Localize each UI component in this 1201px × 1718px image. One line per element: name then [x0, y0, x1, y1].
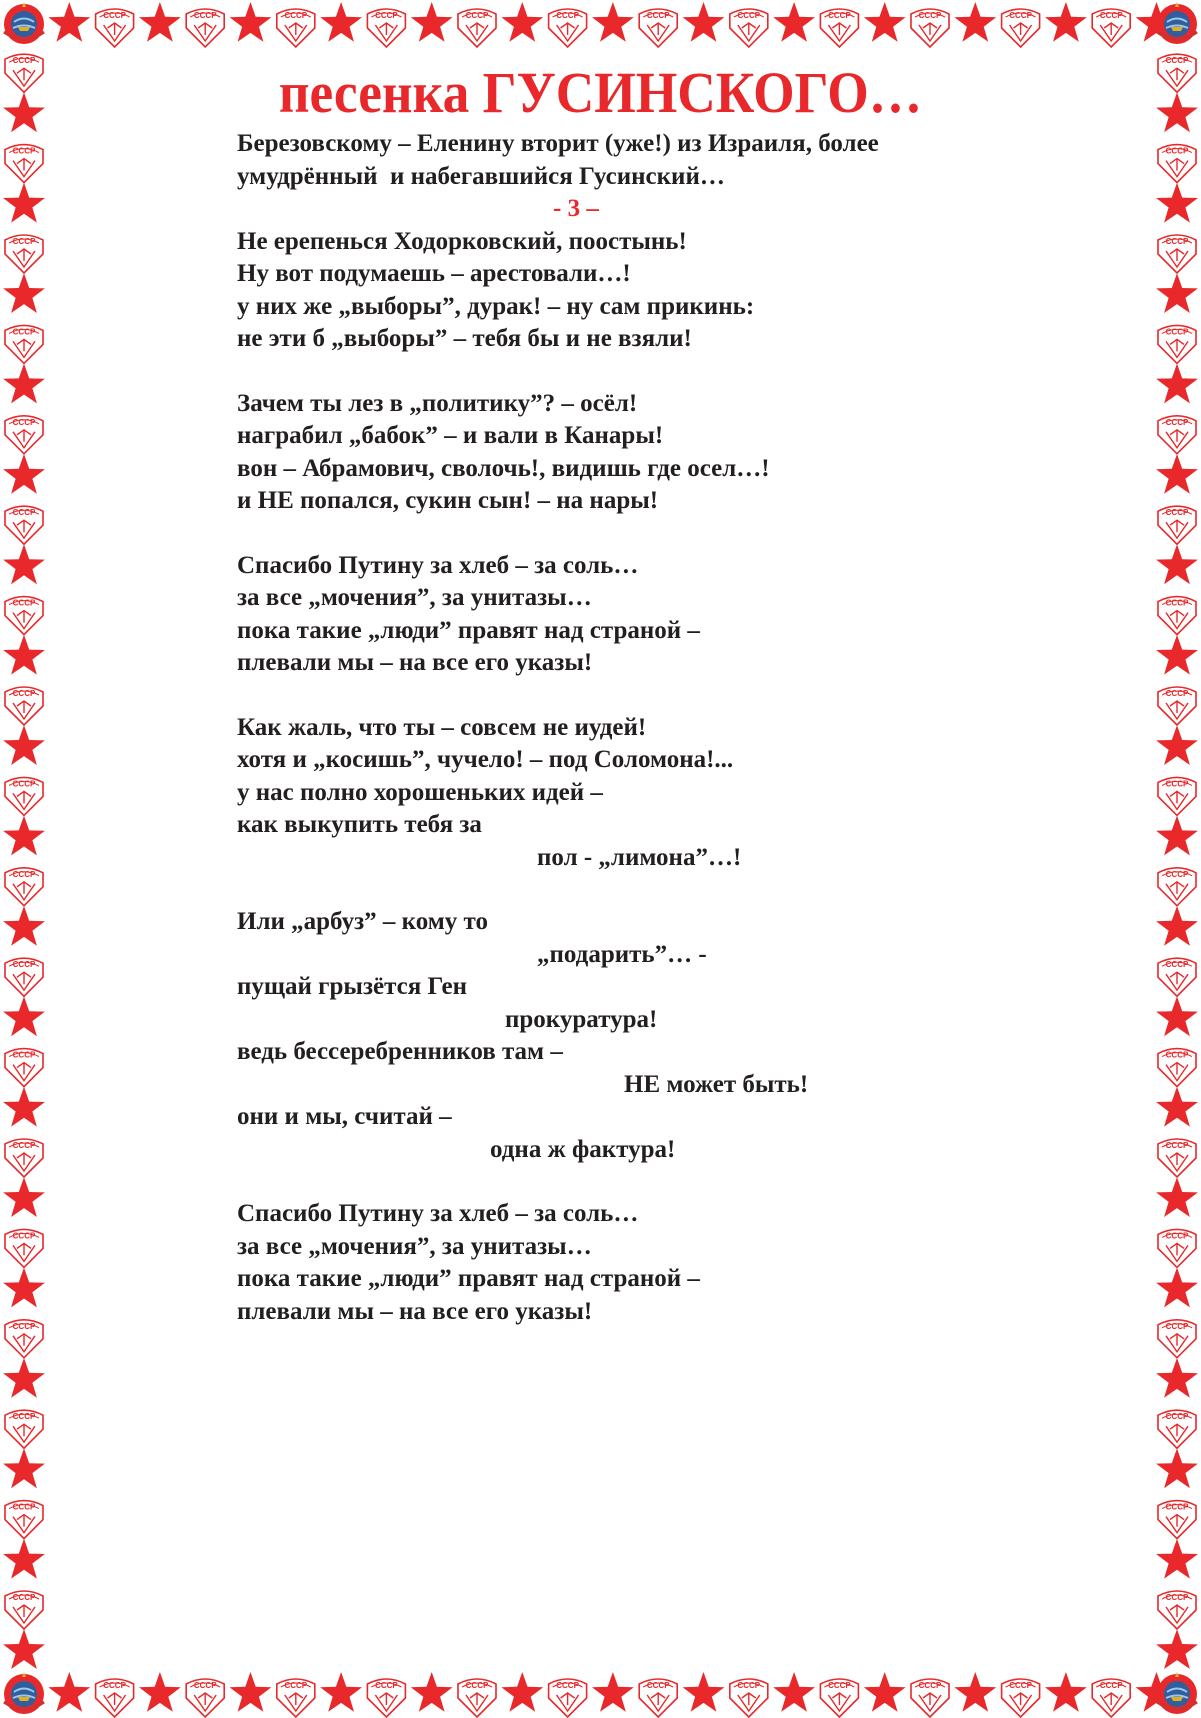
- quality-mark-label: СССР: [12, 56, 36, 66]
- quality-mark-label: СССР: [12, 417, 36, 427]
- quality-mark-label: СССР: [284, 11, 308, 20]
- star-icon: [864, 1672, 906, 1712]
- star-icon: [3, 544, 45, 584]
- stanza-4-line: Как жаль, что ты – совсем не иудей!: [237, 713, 647, 741]
- stanza-5-line: пущай грызётся Ген: [237, 973, 468, 1000]
- star-icon: [1045, 2, 1087, 42]
- stanza-6-line: плевали мы – на все его указы!: [237, 1297, 593, 1325]
- star-icon: [1156, 454, 1198, 494]
- stanza-1-line: Ну вот подумаешь – арестовали…!: [237, 260, 631, 287]
- star-icon: [683, 1672, 725, 1712]
- star-icon: [1156, 273, 1198, 313]
- star-icon: [1156, 1629, 1198, 1669]
- star-icon: [1156, 92, 1198, 132]
- stanza-1-line: не эти б „выборы” – тебя бы и не взяли!: [237, 325, 692, 352]
- star-icon: [3, 1629, 45, 1669]
- quality-mark-label: СССР: [1165, 508, 1189, 518]
- star-icon: [1045, 1672, 1087, 1712]
- quality-mark-label: СССР: [1099, 1681, 1123, 1690]
- quality-mark-label: СССР: [1165, 869, 1189, 879]
- quality-mark-label: СССР: [1165, 689, 1189, 698]
- star-icon: [954, 2, 996, 42]
- quality-mark-label: СССР: [12, 237, 36, 246]
- star-icon: [1156, 1539, 1198, 1579]
- quality-mark-label: СССР: [12, 598, 36, 608]
- intro-line: умудрённый и набегавшийся Гусинский…: [237, 162, 725, 190]
- star-icon: [1156, 364, 1198, 404]
- star-icon: [139, 1672, 181, 1712]
- star-icon: [1156, 1087, 1198, 1127]
- quality-mark-label: СССР: [918, 1681, 942, 1690]
- star-icon: [320, 2, 362, 42]
- star-icon: [1156, 1448, 1198, 1488]
- stanza-2-line: вон – Абрамович, сволочь!, видишь где осел…!: [237, 454, 770, 482]
- quality-mark-label: СССР: [1165, 779, 1189, 789]
- quality-mark-label: СССР: [12, 779, 36, 789]
- stanza-5-line: Или „арбуз” – кому то: [237, 908, 488, 935]
- stanza-6-line: пока такие „люди” правят над страной –: [237, 1265, 700, 1292]
- star-icon: [3, 364, 45, 404]
- star-icon: [3, 183, 45, 223]
- stanza-5-line: ведь бессеребренников там –: [237, 1038, 563, 1065]
- stanza-1-line: у них же „выборы”, дурак! – ну сам прикинь:: [237, 292, 755, 320]
- page-number: - 3 –: [553, 195, 599, 222]
- stanza-4-line: у нас полно хорошеньких идей –: [237, 778, 603, 806]
- stanza-3-line: плевали мы – на все его указы!: [237, 649, 593, 676]
- soviet-coat-of-arms-icon: [4, 2, 44, 44]
- star-icon: [3, 635, 45, 675]
- quality-mark-label: СССР: [1165, 1502, 1189, 1512]
- quality-mark-label: СССР: [828, 1681, 851, 1690]
- star-icon: [1156, 183, 1198, 223]
- star-icon: [954, 1672, 996, 1712]
- star-icon: [411, 1672, 453, 1712]
- star-icon: [230, 1672, 272, 1712]
- intro-line: Березовскому – Еленину вторит (уже!) из Израиля, более: [237, 130, 879, 157]
- stanza-6-line: Спасибо Путину за хлеб – за соль…: [237, 1200, 639, 1227]
- quality-mark-label: СССР: [12, 1502, 36, 1512]
- quality-mark-label: СССР: [375, 1681, 398, 1690]
- quality-mark-label: СССР: [1165, 237, 1189, 246]
- star-icon: [1156, 1268, 1198, 1308]
- stanza-2-line: и НЕ попался, сукин сын! – на нары!: [237, 487, 659, 514]
- stanza-2-line: Зачем ты лез в „политику”? – осёл!: [237, 389, 638, 417]
- page-title: песенка ГУСИНСКОГО…: [278, 60, 923, 125]
- star-icon: [3, 454, 45, 494]
- quality-mark-label: СССР: [556, 11, 579, 20]
- star-icon: [3, 1358, 45, 1398]
- quality-mark-label: СССР: [1165, 1593, 1189, 1602]
- stanza-2-line: награбил „бабок” – и вали в Канары!: [237, 422, 664, 449]
- stanza-5-line-indented: „подарить”… -: [537, 940, 707, 968]
- star-icon: [3, 92, 45, 132]
- quality-mark-label: СССР: [1165, 1412, 1189, 1422]
- star-icon: [48, 1672, 90, 1712]
- quality-mark-label: СССР: [737, 1681, 761, 1690]
- quality-mark-label: СССР: [1099, 11, 1123, 20]
- quality-mark-label: СССР: [828, 11, 851, 20]
- soviet-coat-of-arms-icon: [1157, 2, 1197, 44]
- quality-mark-label: СССР: [1009, 1681, 1032, 1690]
- star-icon: [773, 2, 815, 42]
- star-icon: [3, 725, 45, 765]
- star-icon: [501, 2, 543, 42]
- stanza-4-tail: пол - „лимона”…!: [537, 843, 742, 871]
- quality-mark-label: СССР: [465, 1681, 489, 1690]
- stanza-4-line: хотя и „косишь”, чучело! – под Соломона!...: [237, 746, 734, 773]
- quality-mark-label: СССР: [646, 1681, 670, 1690]
- star-icon: [592, 2, 634, 42]
- quality-mark-label: СССР: [1165, 56, 1189, 66]
- star-icon: [320, 1672, 362, 1712]
- star-icon: [411, 2, 453, 42]
- star-icon: [864, 2, 906, 42]
- stanza-3-line: Спасибо Путину за хлеб – за соль…: [237, 551, 639, 579]
- star-icon: [3, 906, 45, 946]
- quality-mark-label: СССР: [1165, 1050, 1189, 1060]
- star-icon: [773, 1672, 815, 1712]
- stanza-5-line-indented: НЕ может быть!: [624, 1070, 809, 1098]
- quality-mark-label: СССР: [12, 146, 36, 156]
- quality-mark-label: СССР: [284, 1681, 308, 1690]
- quality-mark-label: СССР: [12, 327, 36, 337]
- quality-mark-label: СССР: [12, 1050, 36, 1060]
- soviet-coat-of-arms-icon: [4, 1672, 44, 1714]
- quality-mark-label: СССР: [1165, 417, 1189, 427]
- star-icon: [3, 1268, 45, 1308]
- quality-mark-label: СССР: [737, 11, 761, 20]
- star-icon: [3, 1087, 45, 1127]
- quality-mark-label: СССР: [193, 11, 217, 20]
- star-icon: [1156, 1177, 1198, 1217]
- poem-body: [237, 128, 1057, 1328]
- star-icon: [1156, 996, 1198, 1036]
- star-icon: [230, 2, 272, 42]
- star-icon: [3, 996, 45, 1036]
- star-icon: [1156, 725, 1198, 765]
- quality-mark-label: СССР: [12, 1141, 36, 1150]
- star-icon: [1156, 816, 1198, 856]
- quality-mark-label: СССР: [1165, 1141, 1189, 1150]
- quality-mark-label: СССР: [375, 11, 398, 20]
- stanza-5-line-indented: прокуратура!: [505, 1005, 658, 1033]
- stanza-3-line: пока такие „люди” правят над страной –: [237, 616, 700, 644]
- star-icon: [3, 1448, 45, 1488]
- quality-mark-label: СССР: [465, 11, 489, 20]
- quality-mark-label: СССР: [103, 11, 126, 20]
- quality-mark-label: СССР: [1165, 327, 1189, 337]
- stanza-3-line: за все „мочения”, за унитазы…: [237, 584, 592, 611]
- star-icon: [3, 1177, 45, 1217]
- quality-mark-label: СССР: [12, 508, 36, 518]
- quality-mark-label: СССР: [1165, 960, 1189, 970]
- stanza-1-line: Не ерепенься Ходорковский, поостынь!: [237, 227, 687, 255]
- star-icon: [1156, 635, 1198, 675]
- stanza-6-line: за все „мочения”, за унитазы…: [237, 1232, 592, 1260]
- star-icon: [501, 1672, 543, 1712]
- soviet-coat-of-arms-icon: [1157, 1672, 1197, 1714]
- star-icon: [683, 2, 725, 42]
- quality-mark-label: СССР: [12, 960, 36, 970]
- quality-mark-label: СССР: [12, 689, 36, 698]
- star-icon: [1156, 1358, 1198, 1398]
- stanza-5-line: они и мы, считай –: [237, 1103, 452, 1130]
- quality-mark-label: СССР: [12, 869, 36, 879]
- stanza-5-line-indented: одна ж фактура!: [490, 1135, 676, 1163]
- star-icon: [1156, 544, 1198, 584]
- quality-mark-label: СССР: [12, 1593, 36, 1602]
- quality-mark-label: СССР: [646, 11, 670, 20]
- quality-mark-label: СССР: [193, 1681, 217, 1690]
- quality-mark-label: СССР: [12, 1412, 36, 1422]
- star-icon: [3, 816, 45, 856]
- quality-mark-label: СССР: [556, 1681, 579, 1690]
- quality-mark-label: СССР: [1165, 598, 1189, 608]
- quality-mark-label: СССР: [12, 1231, 36, 1241]
- quality-mark-label: СССР: [1165, 1321, 1189, 1331]
- stanza-4-line: как выкупить тебя за: [237, 811, 482, 838]
- quality-mark-label: СССР: [1009, 11, 1032, 20]
- quality-mark-label: СССР: [103, 1681, 126, 1690]
- star-icon: [3, 1539, 45, 1579]
- star-icon: [3, 273, 45, 313]
- quality-mark-label: СССР: [918, 11, 942, 20]
- quality-mark-label: СССР: [12, 1321, 36, 1331]
- star-icon: [139, 2, 181, 42]
- star-icon: [1156, 906, 1198, 946]
- star-icon: [48, 2, 90, 42]
- star-icon: [592, 1672, 634, 1712]
- quality-mark-label: СССР: [1165, 1231, 1189, 1241]
- quality-mark-label: СССР: [1165, 146, 1189, 156]
